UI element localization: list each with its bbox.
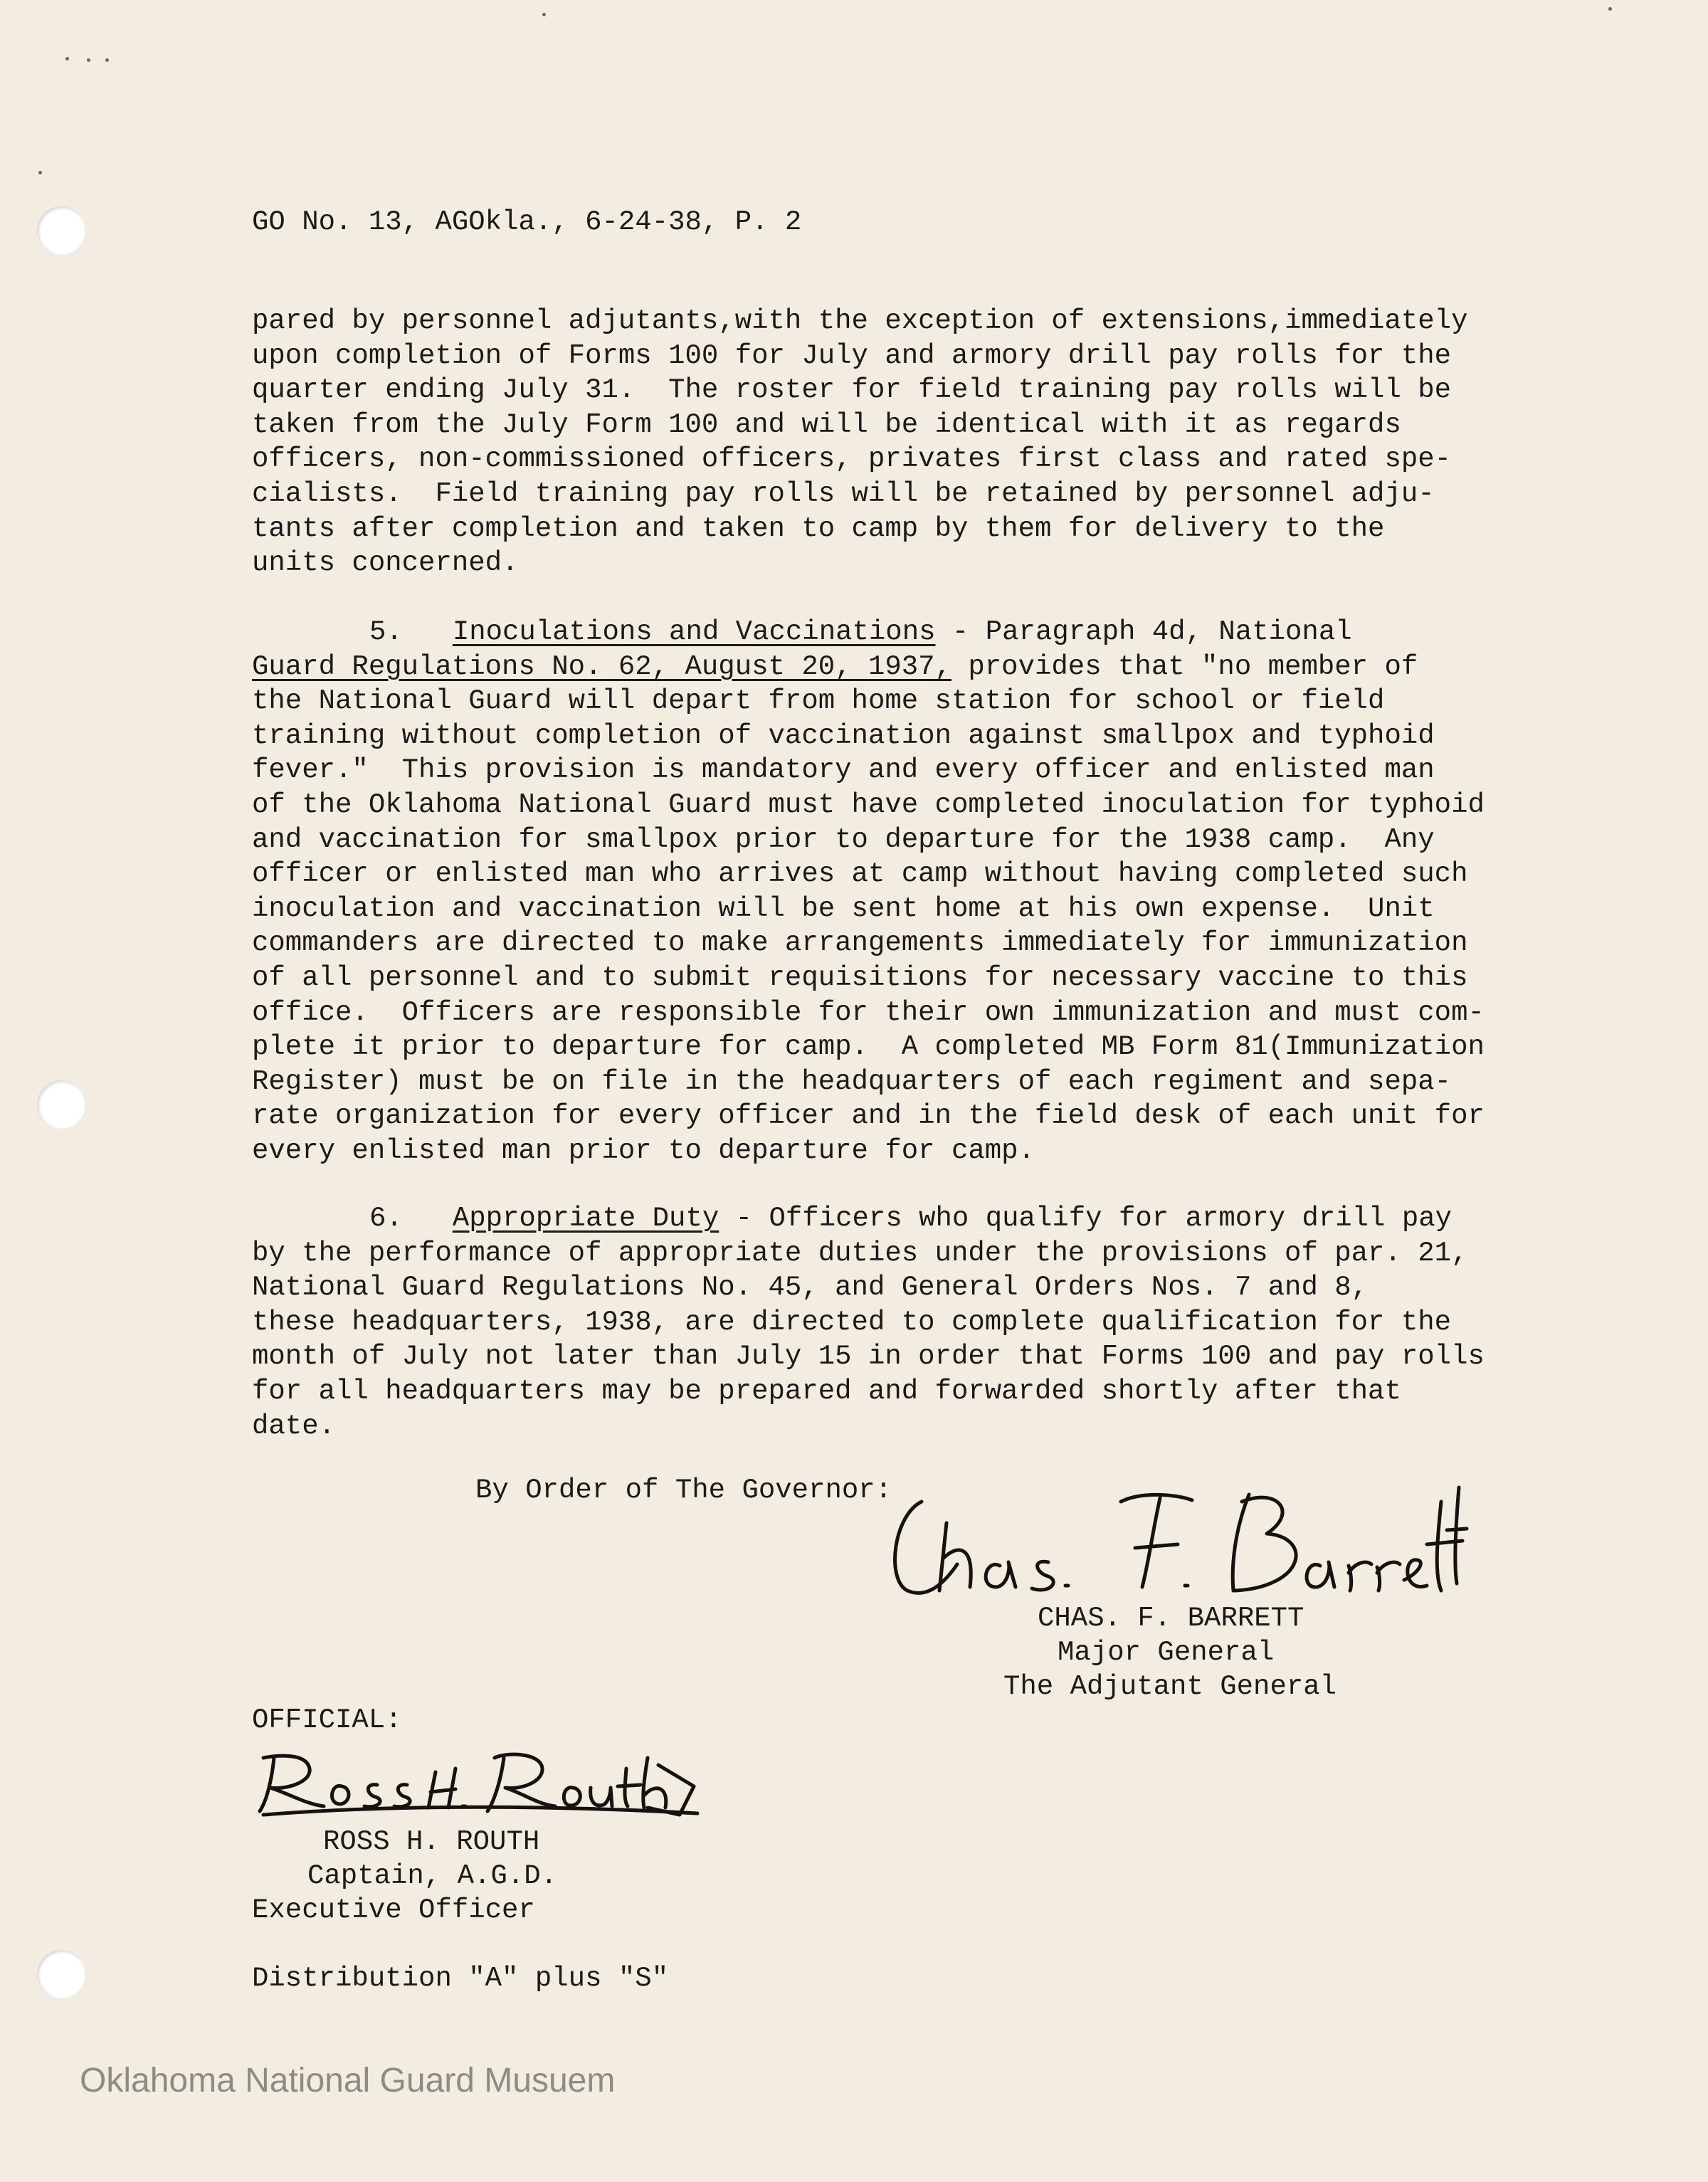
text-fragment: - Paragraph 4d, National — [935, 616, 1352, 648]
text-line: office. Officers are responsible for their own immunization and must com- — [252, 996, 1485, 1028]
text-fragment: - Officers who qualify for armory drill pay — [719, 1203, 1453, 1234]
text-line: these headquarters, 1938, are directed to complete qualification for the — [252, 1306, 1452, 1338]
text-line: plete it prior to departure for camp. A completed MB Form 81(Immunization — [252, 1031, 1485, 1063]
text-line: quarter ending July 31. The roster for field training pay rolls will be — [252, 374, 1452, 406]
text-line: inoculation and vaccination will be sent home at his own expense. Unit — [252, 892, 1435, 924]
text-line: upon completion of Forms 100 for July and armory drill pay rolls for the — [252, 339, 1452, 371]
text-line: Register) must be on file in the headquarters of each regiment and sepa- — [252, 1065, 1452, 1097]
paper-speck — [1608, 7, 1612, 11]
punch-hole — [37, 1080, 85, 1129]
text-line: National Guard Regulations No. 45, and General Orders Nos. 7 and 8, — [252, 1272, 1369, 1304]
page-header: GO No. 13, AGOkla., 6-24-38, P. 2 — [252, 206, 802, 238]
text-line — [252, 650, 1485, 685]
paper-speck — [87, 58, 90, 62]
text-line: month of July not later than July 15 in order that Forms 100 and pay rolls — [252, 1341, 1485, 1373]
official-name: ROSS H. ROUTH — [323, 1826, 540, 1857]
paragraph-6 — [252, 1201, 1485, 1443]
punch-hole — [37, 206, 85, 255]
governor-title: The Adjutant General — [1003, 1671, 1337, 1702]
text-line: taken from the July Form 100 and will be identical with it as regards — [252, 409, 1401, 441]
distribution-line: Distribution "A" plus "S" — [252, 1963, 669, 1994]
text-line: for all headquarters may be prepared and forwarded shortly after that — [252, 1375, 1401, 1407]
text-line: tants after completion and taken to camp by them for delivery to the — [252, 512, 1385, 544]
text-line: and vaccination for smallpox prior to departure for the 1938 camp. Any — [252, 823, 1435, 855]
paragraph-title: Appropriate Duty — [452, 1203, 719, 1234]
governor-name: CHAS. F. BARRETT — [1038, 1603, 1304, 1634]
paragraph-title: Inoculations and Vaccinations — [452, 616, 936, 648]
paragraph-number: 6. — [369, 1203, 403, 1234]
text-line: of the Oklahoma National Guard must have completed inoculation for typhoid — [252, 789, 1485, 821]
governor-rank: Major General — [1058, 1637, 1275, 1668]
museum-watermark: Oklahoma National Guard Musuem — [80, 2062, 616, 2099]
text-line: training without completion of vaccination against smallpox and typhoid — [252, 720, 1435, 752]
text-line: fever." This provision is mandatory and every officer and enlisted man — [252, 754, 1435, 786]
text-line: officers, non-commissioned officers, privates first class and rated spe- — [252, 443, 1452, 475]
routh-signature — [249, 1736, 705, 1829]
text-line: cialists. Field training pay rolls will be retained by personnel adju- — [252, 478, 1435, 510]
text-line: rate organization for every officer and in the field desk of each unit for — [252, 1100, 1485, 1132]
paragraph-6-heading-line — [252, 1201, 1485, 1236]
text-line: of all personnel and to submit requisitions for necessary vaccine to this — [252, 961, 1468, 994]
paper-speck — [542, 13, 546, 16]
paper-speck — [65, 57, 69, 60]
paragraph-5-heading-line — [252, 615, 1485, 650]
text-line: commanders are directed to make arrangements immediately for immunization — [252, 927, 1468, 959]
barrett-signature — [879, 1473, 1470, 1616]
by-order-line: By Order of The Governor: — [475, 1475, 892, 1506]
text-line: the National Guard will depart from home station for school or field — [252, 685, 1385, 717]
text-line: officer or enlisted man who arrives at camp without having completed such — [252, 858, 1468, 890]
paragraph-continuation — [252, 304, 1467, 581]
official-label: OFFICIAL: — [252, 1704, 402, 1736]
official-rank: Captain, A.G.D. — [307, 1860, 558, 1892]
regulation-reference: Guard Regulations No. 62, August 20, 1937, — [252, 650, 951, 682]
paragraph-5 — [252, 615, 1485, 1169]
text-fragment: provides that "no member of — [951, 650, 1418, 682]
paragraph-number: 5. — [369, 616, 403, 648]
text-line: units concerned. — [252, 547, 519, 579]
text-line: date. — [252, 1410, 336, 1442]
punch-hole — [37, 1950, 85, 1998]
paper-speck — [38, 171, 42, 174]
official-title: Executive Officer — [252, 1894, 535, 1926]
text-line: every enlisted man prior to departure for camp. — [252, 1134, 1035, 1166]
paper-speck — [105, 58, 109, 62]
text-line: pared by personnel adjutants,with the exception of extensions,immediately — [252, 305, 1468, 337]
text-line: by the performance of appropriate duties under the provisions of par. 21, — [252, 1237, 1468, 1269]
